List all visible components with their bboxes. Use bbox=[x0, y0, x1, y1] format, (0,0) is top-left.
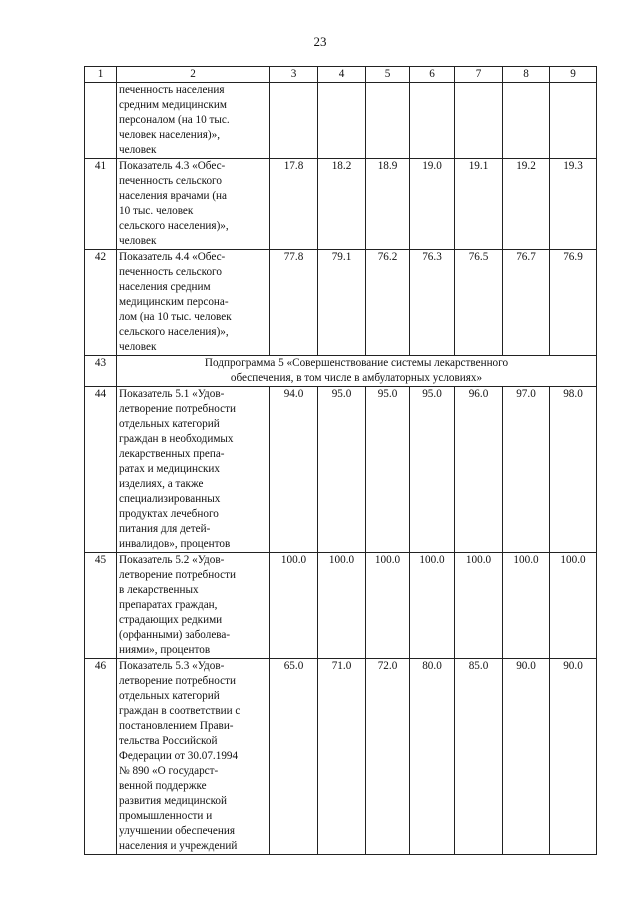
table-row bbox=[85, 387, 597, 553]
indicator-description-line: ратах и медицинских bbox=[119, 463, 220, 475]
indicator-description bbox=[117, 553, 270, 659]
indicator-description-line: печенность сельского bbox=[119, 175, 222, 187]
table-row bbox=[85, 659, 597, 855]
indicator-description-line: Показатель 4.3 «Обес- bbox=[119, 160, 226, 172]
indicator-value: 19.1 bbox=[455, 159, 503, 250]
indicator-value: 79.1 bbox=[318, 250, 366, 356]
indicator-value: 76.9 bbox=[550, 250, 597, 356]
indicator-value bbox=[550, 83, 597, 159]
indicator-description-line: человек bbox=[119, 341, 157, 353]
indicator-value: 18.2 bbox=[318, 159, 366, 250]
indicator-description-line: тельства Российской bbox=[119, 735, 218, 747]
indicator-value: 97.0 bbox=[503, 387, 550, 553]
indicator-description-line: человек bbox=[119, 235, 157, 247]
indicator-value: 100.0 bbox=[318, 553, 366, 659]
indicator-description-line: печенность населения bbox=[119, 84, 225, 96]
indicator-description-line: промышленности и bbox=[119, 810, 213, 822]
indicator-description-line: летворение потребности bbox=[119, 675, 236, 687]
indicator-description-line: ниями», процентов bbox=[119, 644, 211, 656]
indicator-value: 100.0 bbox=[503, 553, 550, 659]
table-row bbox=[85, 553, 597, 659]
column-header: 2 bbox=[117, 67, 270, 83]
indicator-description-line: отдельных категорий bbox=[119, 690, 220, 702]
indicator-value: 96.0 bbox=[455, 387, 503, 553]
indicator-description-line: 10 тыс. человек bbox=[119, 205, 194, 217]
table-header-row bbox=[85, 67, 597, 83]
row-number: 43 bbox=[85, 356, 117, 387]
indicator-description-line: печенность сельского bbox=[119, 266, 222, 278]
indicator-value: 18.9 bbox=[366, 159, 410, 250]
indicator-value bbox=[270, 83, 318, 159]
indicator-value: 19.2 bbox=[503, 159, 550, 250]
indicator-value: 76.5 bbox=[455, 250, 503, 356]
indicator-description-line: улучшении обеспечения bbox=[119, 825, 235, 837]
row-number: 44 bbox=[85, 387, 117, 553]
indicator-value: 17.8 bbox=[270, 159, 318, 250]
indicator-description-line: развития медицинской bbox=[119, 795, 228, 807]
indicator-value: 65.0 bbox=[270, 659, 318, 855]
indicator-value: 100.0 bbox=[550, 553, 597, 659]
indicator-description-line: (орфанными) заболева- bbox=[119, 629, 231, 641]
indicator-description-line: граждан в необходимых bbox=[119, 433, 234, 445]
indicator-description-line: в лекарственных bbox=[119, 584, 199, 596]
indicator-description-line: населения средним bbox=[119, 281, 211, 293]
indicator-value: 90.0 bbox=[503, 659, 550, 855]
indicator-value: 100.0 bbox=[410, 553, 455, 659]
column-header: 8 bbox=[503, 67, 550, 83]
indicator-value: 72.0 bbox=[366, 659, 410, 855]
column-header: 7 bbox=[455, 67, 503, 83]
indicator-description-line: постановлением Прави- bbox=[119, 720, 234, 732]
table-row bbox=[85, 250, 597, 356]
indicator-value: 98.0 bbox=[550, 387, 597, 553]
indicator-description bbox=[117, 159, 270, 250]
table-body bbox=[85, 67, 597, 855]
indicator-description bbox=[117, 387, 270, 553]
row-number: 45 bbox=[85, 553, 117, 659]
indicator-value: 19.0 bbox=[410, 159, 455, 250]
indicator-description-line: населения врачами (на bbox=[119, 190, 228, 202]
indicator-value: 77.8 bbox=[270, 250, 318, 356]
indicator-description-line: Показатель 5.3 «Удов- bbox=[119, 660, 225, 672]
indicator-value: 95.0 bbox=[318, 387, 366, 553]
indicator-value: 19.3 bbox=[550, 159, 597, 250]
indicator-value: 100.0 bbox=[270, 553, 318, 659]
indicator-description-line: изделиях, а также bbox=[119, 478, 204, 490]
page-number: 23 bbox=[313, 34, 327, 49]
indicator-description-line: страдающих редкими bbox=[119, 614, 223, 626]
indicator-description-line: летворение потребности bbox=[119, 569, 236, 581]
indicator-description-line: отдельных категорий bbox=[119, 418, 220, 430]
indicator-description-line: средним медицинским bbox=[119, 99, 227, 111]
indicators-table bbox=[84, 66, 597, 855]
table-row bbox=[85, 83, 597, 159]
column-header: 4 bbox=[318, 67, 366, 83]
indicator-description-line: венной поддержке bbox=[119, 780, 207, 792]
indicator-value: 76.2 bbox=[366, 250, 410, 356]
indicator-description bbox=[117, 250, 270, 356]
indicator-value bbox=[503, 83, 550, 159]
indicator-description-line: питания для детей- bbox=[119, 523, 211, 535]
indicator-description-line: граждан в соответствии с bbox=[119, 705, 241, 717]
indicator-description-line: летворение потребности bbox=[119, 403, 236, 415]
indicator-value bbox=[318, 83, 366, 159]
indicator-description-line: № 890 «О государст- bbox=[119, 765, 219, 777]
indicator-value: 71.0 bbox=[318, 659, 366, 855]
indicator-description bbox=[117, 83, 270, 159]
indicator-description-line: лекарственных препа- bbox=[119, 448, 225, 460]
indicator-value bbox=[366, 83, 410, 159]
indicator-description-line: Показатель 5.1 «Удов- bbox=[119, 388, 225, 400]
column-header: 5 bbox=[366, 67, 410, 83]
indicator-value: 80.0 bbox=[410, 659, 455, 855]
column-header: 3 bbox=[270, 67, 318, 83]
indicator-description-line: сельского населения)», bbox=[119, 326, 229, 338]
indicator-description-line: человек населения)», bbox=[119, 129, 220, 141]
subprogram-title-line: Подпрограмма 5 «Совершенствование системы лекарственного bbox=[204, 357, 509, 369]
column-header: 6 bbox=[410, 67, 455, 83]
indicator-description-line: Показатель 4.4 «Обес- bbox=[119, 251, 226, 263]
indicator-description-line: Показатель 5.2 «Удов- bbox=[119, 554, 225, 566]
indicator-value bbox=[410, 83, 455, 159]
indicator-value: 94.0 bbox=[270, 387, 318, 553]
indicator-value: 85.0 bbox=[455, 659, 503, 855]
indicator-description-line: инвалидов», процентов bbox=[119, 538, 231, 550]
indicator-description-line: населения и учреждений bbox=[119, 840, 238, 852]
indicator-value: 95.0 bbox=[366, 387, 410, 553]
indicator-value: 90.0 bbox=[550, 659, 597, 855]
indicator-value: 95.0 bbox=[410, 387, 455, 553]
indicator-description-line: Федерации от 30.07.1994 bbox=[119, 750, 239, 762]
row-number: 46 bbox=[85, 659, 117, 855]
indicator-description-line: человек bbox=[119, 144, 157, 156]
indicator-description bbox=[117, 659, 270, 855]
indicator-description-line: персоналом (на 10 тыс. bbox=[119, 114, 230, 126]
indicator-description-line: препаратах граждан, bbox=[119, 599, 218, 611]
row-number: 41 bbox=[85, 159, 117, 250]
subprogram-title bbox=[117, 356, 597, 387]
indicator-value: 76.7 bbox=[503, 250, 550, 356]
indicator-value: 100.0 bbox=[366, 553, 410, 659]
row-number: 42 bbox=[85, 250, 117, 356]
indicator-description-line: лом (на 10 тыс. человек bbox=[119, 311, 232, 323]
indicator-description-line: специализированных bbox=[119, 493, 221, 505]
subprogram-title-line: обеспечения, в том числе в амбулаторных условиях» bbox=[230, 372, 483, 384]
indicator-value: 76.3 bbox=[410, 250, 455, 356]
indicator-description-line: сельского населения)», bbox=[119, 220, 229, 232]
column-header: 9 bbox=[550, 67, 597, 83]
table-row bbox=[85, 159, 597, 250]
row-number bbox=[85, 83, 117, 159]
indicator-value bbox=[455, 83, 503, 159]
subprogram-row bbox=[85, 356, 597, 387]
column-header: 1 bbox=[85, 67, 117, 83]
indicator-value: 100.0 bbox=[455, 553, 503, 659]
indicator-description-line: медицинским персона- bbox=[119, 296, 229, 308]
indicator-description-line: продуктах лечебного bbox=[119, 508, 219, 520]
